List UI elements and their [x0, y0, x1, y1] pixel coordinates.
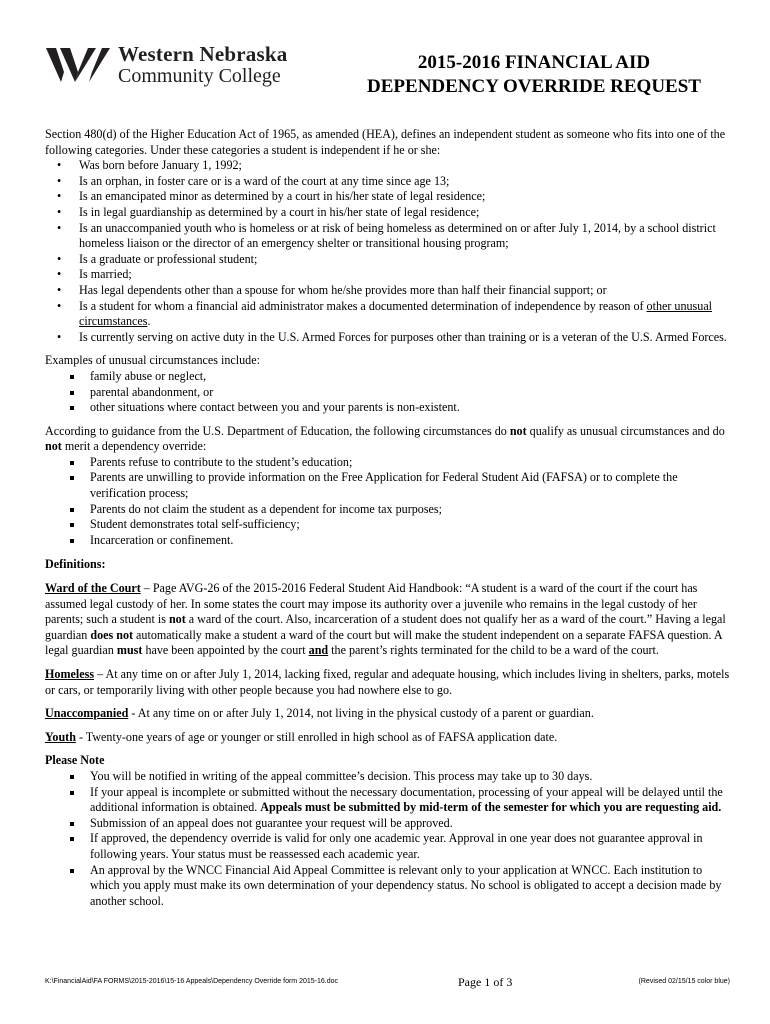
not-qualify-item: Parents do not claim the student as a dependent for income tax purposes; [45, 502, 730, 518]
guidance-text-3: merit a dependency override: [61, 439, 207, 454]
ward-text-1: – Page AVG-26 of the 2015-2016 Federal Student Aid Handbook: “A student is a ward of the court if the court has assumed legal custody of her. In some states the court may impose its authority over a juvenile who remains in the legal custody of her parents; such a student is [45, 581, 698, 627]
not-qualify-item: Incarceration or confinement. [45, 533, 730, 549]
youth-definition [45, 730, 730, 746]
document-body [45, 127, 730, 909]
category-item: • Is a graduate or professional student; [45, 252, 730, 268]
guidance-text-1: According to guidance from the U.S. Department of Education, the following circumstances do [45, 423, 510, 438]
independence-categories-list [45, 158, 730, 345]
ward-text-4: have been appointed by the court [142, 643, 309, 658]
ward-bold-2: does not [90, 627, 134, 642]
note-item: Submission of an appeal does not guarantee your request will be approved. [45, 816, 730, 832]
ward-term: Ward of the Court [45, 581, 141, 596]
not-qualify-item: Parents are unwilling to provide information on the Free Application for Federal Student Aid (FAFSA) or to complete the verification process; [45, 470, 730, 501]
category-admin-text: Is a student for whom a financial aid administrator makes a documented determination of independence by reason of [79, 298, 647, 313]
page-title [344, 51, 724, 99]
logo-line-2: Community College [118, 65, 281, 87]
file-path: K:\FinancialAid\FA FORMS\2015-2016\15-16 Appeals\Dependency Override form 2015-16.doc [45, 978, 338, 985]
guidance-not-2: not [45, 439, 62, 454]
example-item: other situations where contact between you and your parents is non-existent. [45, 400, 730, 416]
note-item: If approved, the dependency override is valid for only one academic year. Approval in one year does not guarantee approval in following years. Your status must be reassessed each academic year. [45, 831, 730, 862]
please-note-heading: Please Note [45, 753, 105, 768]
unaccompanied-text: - At any time on or after July 1, 2014, not living in the physical custody of a parent or guardian. [128, 706, 594, 721]
note-item: You will be notified in writing of the appeal committee’s decision. This process may take up to 30 days. [45, 769, 730, 785]
logo-line-1: Western Nebraska [118, 42, 288, 66]
intro-paragraph: Section 480(d) of the Higher Education Act of 1965, as amended (HEA), defines an independent student as someone who fits into one of the following categories. Under these categories a student is independent if he or she: [45, 127, 726, 157]
category-item: • Was born before January 1, 1992; [45, 158, 730, 174]
unusual-circumstances-link: other unusual circumstances [79, 298, 713, 329]
category-item: • Has legal dependents other than a spouse for whom he/she provides more than half their financial support; or [45, 283, 730, 299]
definitions-heading: Definitions: [45, 557, 106, 572]
ward-bold-1: not [168, 612, 186, 627]
youth-text: - Twenty-one years of age or younger or still enrolled in high school as of FAFSA application date. [75, 729, 558, 744]
w-logo-icon [44, 42, 110, 84]
revision-note: (Revised 02/15/15 color blue) [638, 978, 730, 985]
ward-text-3: automatically make a student a ward of the court but will make the student independent on a separate FAFSA question. A legal guardian [45, 627, 722, 658]
page-number: Page 1 of 3 [458, 975, 513, 989]
guidance-text-2: qualify as unusual circumstances and do [526, 423, 725, 438]
category-item: • Is an unaccompanied youth who is homeless or at risk of being homeless as determined on or after July 1, 2014, by a school district homeless liaison or the director of an emergency shelter or transitional housing program; [45, 221, 730, 252]
homeless-definition [45, 667, 730, 698]
category-item: • Is married; [45, 267, 730, 283]
guidance-not-1: not [509, 423, 527, 438]
homeless-term: Homeless [45, 667, 95, 681]
category-item-military: • Is currently serving on active duty in the U.S. Armed Forces for purposes other than training or is a veteran of the U.S. Armed Forces. [45, 330, 730, 346]
notes-list [45, 769, 730, 909]
page-footer [45, 975, 730, 991]
not-qualify-list [45, 455, 730, 549]
guidance-paragraph [45, 424, 730, 455]
category-item: • Is an emancipated minor as determined by a court in his/her state of legal residence; [45, 189, 730, 205]
college-logo [44, 42, 296, 90]
title-line-1: 2015-2016 FINANCIAL AID [417, 52, 651, 73]
example-item: parental abandonment, or [45, 385, 730, 401]
unaccompanied-term: Unaccompanied [45, 706, 129, 721]
youth-term: Youth [45, 729, 76, 744]
not-qualify-item: Student demonstrates total self-sufficiency; [45, 517, 730, 533]
not-qualify-item: Parents refuse to contribute to the student’s education; [45, 455, 730, 471]
note-item [45, 785, 730, 816]
ward-text-5: the parent’s rights terminated for the child to be a ward of the court. [328, 643, 659, 658]
ward-text-2: a ward of the court. Also, incarceration of a student does not qualify her as a ward of the court.” Having a legal guardian [45, 612, 726, 642]
category-admin-end: . [147, 314, 151, 329]
note-text: If your appeal is incomplete or submitted without the necessary documentation, processing of your appeal will be delayed until the additional information is obtained. [90, 784, 723, 815]
category-item: • Is in legal guardianship as determined by a court in his/her state of legal residence; [45, 205, 730, 221]
category-item-admin [45, 299, 730, 330]
ward-bold-3: must [116, 643, 143, 658]
note-deadline-bold: Appeals must be submitted by mid-term of the semester for which you are requesting aid. [260, 800, 722, 815]
ward-bold-4: and [308, 643, 329, 658]
category-item: • Is an orphan, in foster care or is a ward of the court at any time since age 13; [45, 174, 730, 190]
title-line-2: DEPENDENCY OVERRIDE REQUEST [367, 76, 701, 97]
example-item: family abuse or neglect, [45, 369, 730, 385]
unaccompanied-definition [45, 706, 730, 722]
ward-definition [45, 581, 730, 659]
examples-intro: Examples of unusual circumstances include: [45, 353, 260, 368]
homeless-text: – At any time on or after July 1, 2014, lacking fixed, regular and adequate housing, which includes living in shelters, parks, motels or cars, or temporarily living with other people because you had nowhere else to go. [45, 667, 730, 697]
examples-list [45, 369, 730, 416]
note-item: An approval by the WNCC Financial Aid Appeal Committee is relevant only to your application at WNCC. Each institution to which you apply must make its own determination of your dependency status. No school is obligated to accept a decision made by another school. [45, 863, 730, 910]
